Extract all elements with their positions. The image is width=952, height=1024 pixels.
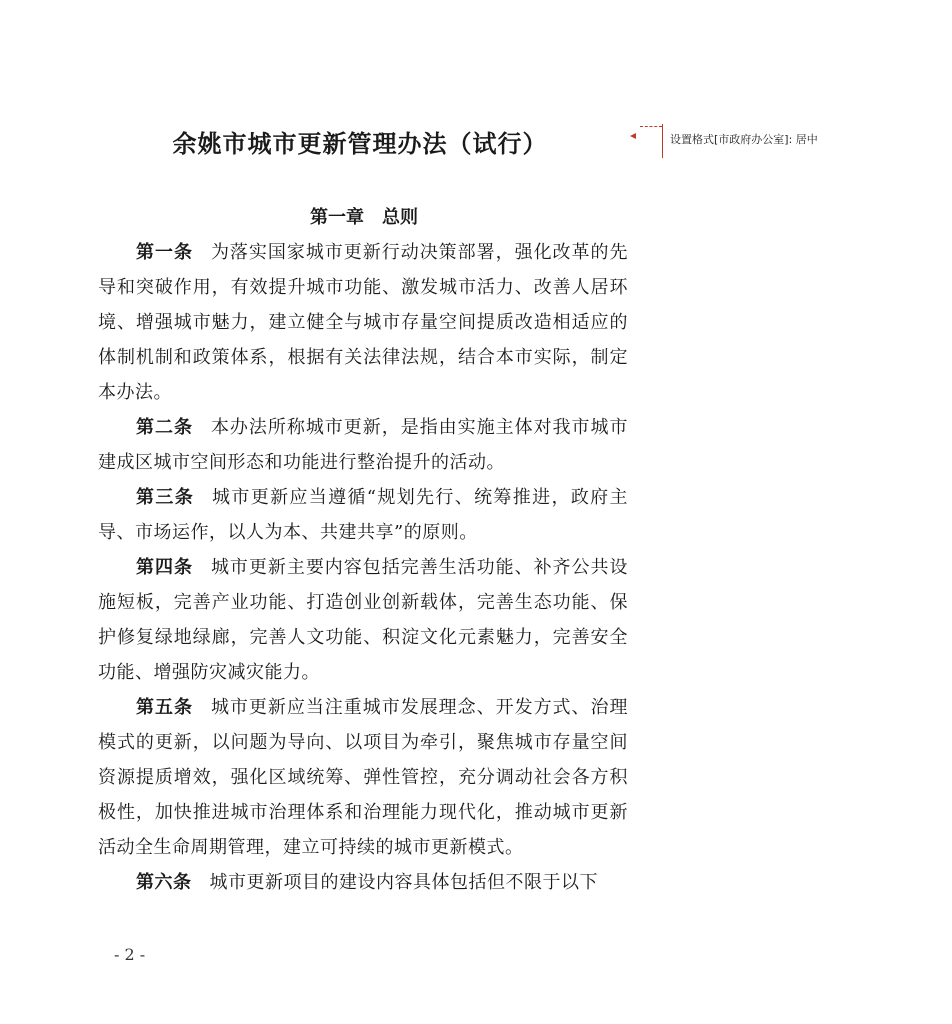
annotation-bar [662,124,663,158]
article-label: 第四条 [136,557,193,578]
page-number: - 2 - [114,945,146,964]
article-label: 第三条 [136,487,195,508]
article-1 [98,235,628,410]
article-text: 城市更新主要内容包括完善生活功能、补齐公共设施短板，完善产业功能、打造创业创新载体，完善生态功能、保护修复绿地绿廊，完善人文功能、积淀文化元素魅力，完善安全功能、增强防灾减灾能力。 [98,557,628,683]
article-text: 城市更新应当注重城市发展理念、开发方式、治理模式的更新，以问题为导向、以项目为牵引，聚焦城市存量空间资源提质增效，强化区域统筹、弹性管控，充分调动社会各方积极性，加快推进城市治理体系和治理能力现代化，推动城市更新活动全生命周期管理，建立可持续的城市更新模式。 [98,697,628,858]
article-text: 为落实国家城市更新行动决策部署，强化改革的先导和突破作用，有效提升城市功能、激发城市活力、改善人居环境、增强城市魅力，建立健全与城市存量空间提质改造相适应的体制机制和政策体系，根据有关法律法规，结合本市实际，制定本办法。 [98,242,628,403]
article-label: 第二条 [136,417,193,438]
annotation-arrow-icon [630,133,636,139]
article-label: 第五条 [136,697,193,718]
format-annotation[interactable]: 设置格式[市政府办公室]: 居中 [670,133,818,146]
article-label: 第一条 [136,242,193,263]
article-2 [98,410,628,480]
article-text: 城市更新应当遵循“规划先行、统筹推进，政府主导、市场运作，以人为本、共建共享”的原则。 [98,487,629,543]
article-label: 第六条 [136,872,192,893]
annotation-connector [640,126,662,143]
chapter-heading: 第一章 总则 [310,207,418,228]
article-4 [98,550,628,690]
article-3 [98,480,628,550]
article-text: 城市更新项目的建设内容具体包括但不限于以下 [209,872,598,893]
article-text: 本办法所称城市更新，是指由实施主体对我市城市建成区城市空间形态和功能进行整治提升的活动。 [98,417,628,473]
article-6 [98,865,628,900]
document-body [98,235,628,900]
document-title: 余姚市城市更新管理办法（试行） [172,129,548,158]
article-5 [98,690,628,865]
